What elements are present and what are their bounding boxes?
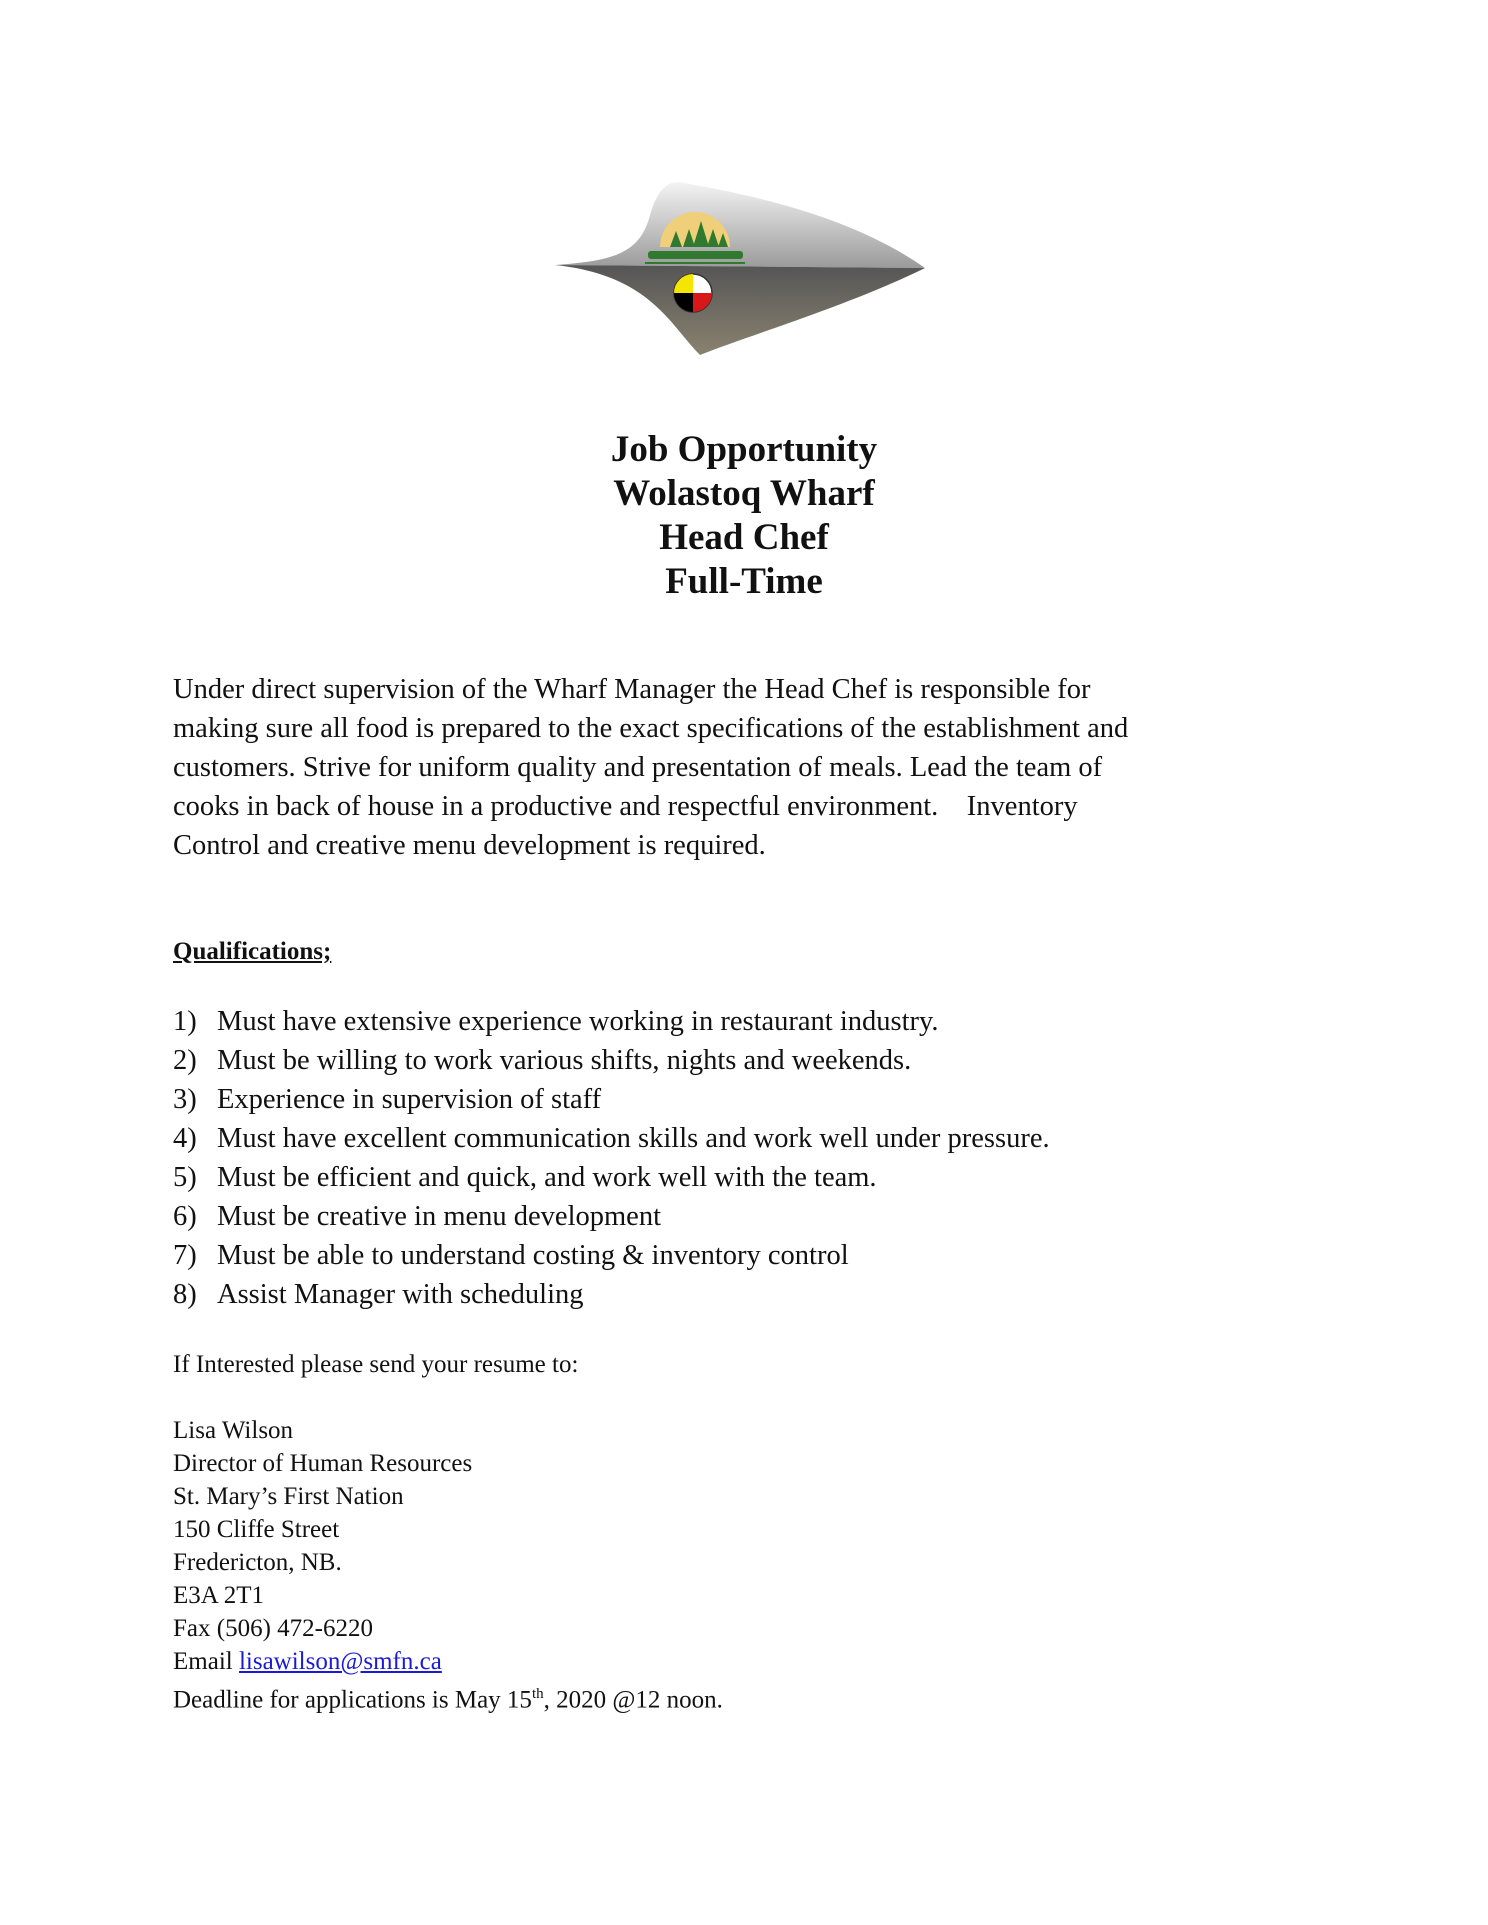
qualification-item <box>173 1236 849 1275</box>
title-line: Head Chef <box>659 517 829 558</box>
contact-line: Lisa Wilson <box>173 1417 294 1444</box>
logo-arrowhead <box>550 175 930 365</box>
item-text: Assist Manager with scheduling <box>217 1279 584 1310</box>
item-text: Must be willing to work various shifts, nights and weekends. <box>217 1045 912 1076</box>
item-number: 2) <box>173 1045 197 1076</box>
title-line: Job Opportunity <box>610 429 878 470</box>
deadline-line <box>173 1678 723 1716</box>
deadline-sup: th <box>531 1686 544 1702</box>
qualifications-heading: Qualifications; <box>173 938 332 965</box>
description-line: making sure all food is prepared to the exact specifications of the establishment and <box>173 713 1129 744</box>
title-line: Wolastoq Wharf <box>613 473 875 514</box>
description-line: Under direct supervision of the Wharf Manager the Head Chef is responsible for <box>173 674 1091 705</box>
contact-line: Fax (506) 472-6220 <box>173 1615 373 1642</box>
qualification-item <box>173 1002 939 1041</box>
contact-line: Fredericton, NB. <box>173 1549 342 1576</box>
item-number: 1) <box>173 1006 197 1037</box>
item-text: Must be creative in menu development <box>217 1201 661 1232</box>
contact-line: 150 Cliffe Street <box>173 1516 340 1543</box>
deadline-suffix: , 2020 @12 noon. <box>543 1686 723 1714</box>
contact-line: St. Mary’s First Nation <box>173 1483 404 1510</box>
deadline-text: Deadline for applications is May 15 <box>173 1686 532 1714</box>
item-number: 4) <box>173 1123 197 1154</box>
title-line: Full-Time <box>665 561 823 602</box>
email-line <box>173 1645 442 1678</box>
item-number: 5) <box>173 1162 197 1193</box>
item-text: Must be efficient and quick, and work well with the team. <box>217 1162 877 1193</box>
qualification-item <box>173 1080 601 1119</box>
email-label: Email <box>173 1648 239 1675</box>
contact-line: E3A 2T1 <box>173 1582 264 1609</box>
item-number: 8) <box>173 1279 197 1310</box>
contact-intro: If Interested please send your resume to: <box>173 1351 579 1378</box>
email-link[interactable]: lisawilson@smfn.ca <box>238 1648 442 1675</box>
qualification-item <box>173 1158 877 1197</box>
item-number: 6) <box>173 1201 197 1232</box>
item-text: Must be able to understand costing & inventory control <box>217 1240 849 1271</box>
qualification-item <box>173 1275 584 1314</box>
qualification-item <box>173 1197 661 1236</box>
qualification-item <box>173 1041 911 1080</box>
description-line: cooks in back of house in a productive and respectful environment. Inventory <box>173 791 1078 822</box>
description-line: customers. Strive for uniform quality and presentation of meals. Lead the team of <box>173 752 1103 783</box>
description-line: Control and creative menu development is required. <box>173 830 766 861</box>
item-text: Experience in supervision of staff <box>217 1084 602 1115</box>
qualification-item <box>173 1119 1050 1158</box>
item-number: 7) <box>173 1240 197 1271</box>
item-number: 3) <box>173 1084 197 1115</box>
item-text: Must have extensive experience working in restaurant industry. <box>217 1006 939 1037</box>
item-text: Must have excellent communication skills and work well under pressure. <box>217 1123 1050 1154</box>
contact-line: Director of Human Resources <box>173 1450 473 1477</box>
